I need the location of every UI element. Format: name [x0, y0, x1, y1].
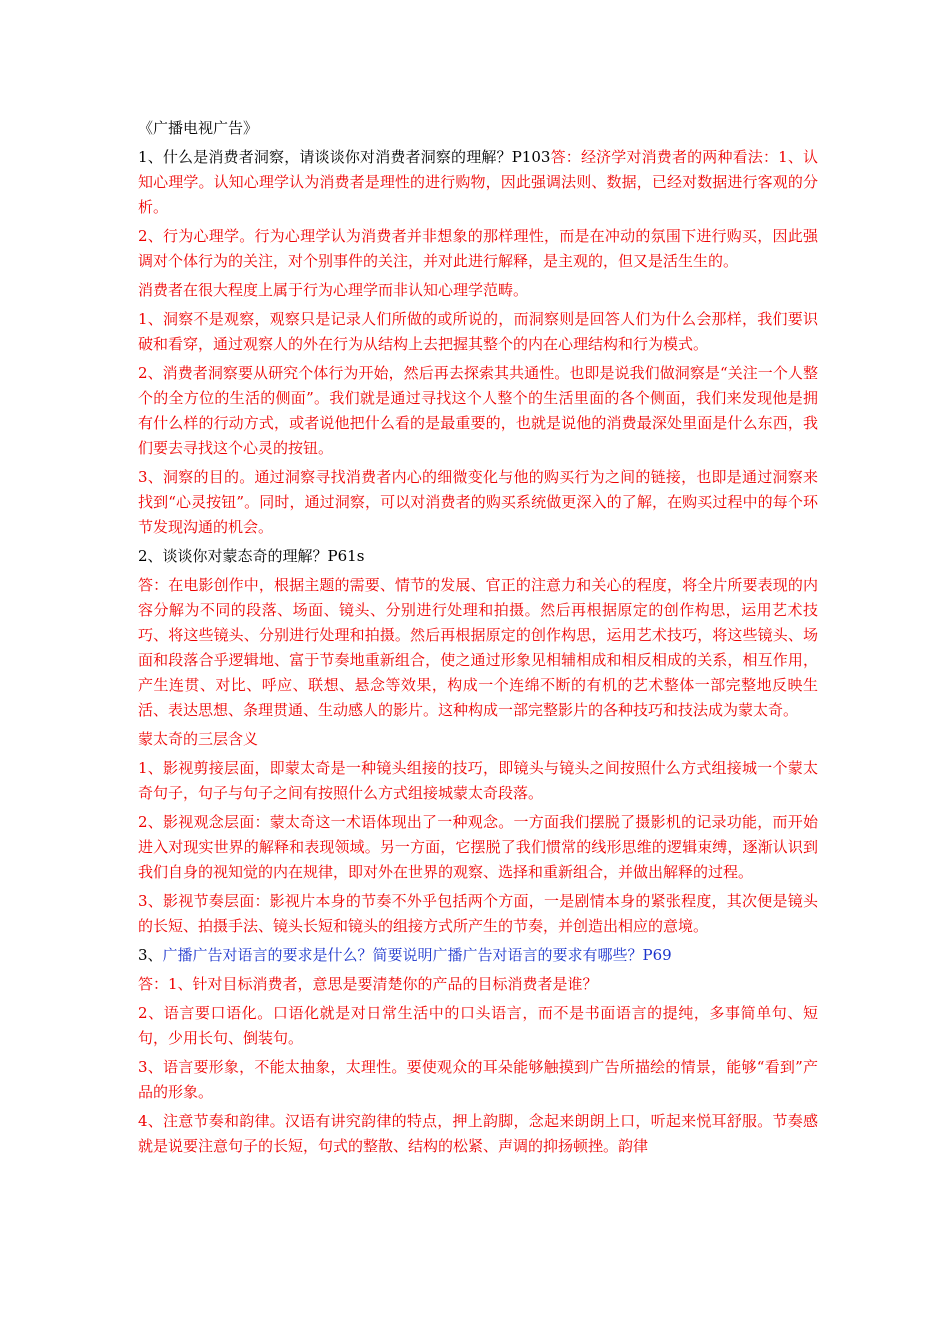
- q2-question: 2、谈谈你对蒙态奇的理解？P61s: [138, 547, 365, 565]
- q2-level-2: 2、影视观念层面：蒙太奇这一术语体现出了一种观念。一方面我们摆脱了摄影机的记录功能，而开始进入对现实世界的解释和表现领域。另一方面，它摆脱了我们惯常的线形思维的逻辑束缚，逐渐认识到我们自身的视知觉的内在规律，即对外在世界的观察、选择和重新组合，并做出解释的过程。: [138, 813, 818, 881]
- q3-block: [138, 943, 818, 968]
- q3-question: 广播广告对语言的要求是什么？简要说明广播广告对语言的要求有哪些？P69: [162, 946, 672, 964]
- document-title: 《广播电视广告》: [138, 119, 259, 137]
- q1-answer-lead: 答：经济学对消费者的两种看法：1、认知心理学。认知心理学认为消费者是理性的进行购物，因此强调法则、数据，已经对数据进行客观的分析。: [138, 148, 819, 216]
- q3-answer-3: 3、语言要形象，不能太抽象，太理性。要使观众的耳朵能够触摸到广告所描绘的情景，能够“看到”产品的形象。: [138, 1058, 818, 1101]
- q3-number: 3、: [138, 946, 163, 964]
- q2-level-1: 1、影视剪接层面，即蒙太奇是一种镜头组接的技巧，即镜头与镜头之间按照什么方式组接城一个蒙太奇句子，句子与句子之间有按照什么方式组接城蒙太奇段落。: [138, 759, 818, 802]
- q2-level-3: 3、影视节奏层面：影视片本身的节奏不外乎包括两个方面，一是剧情本身的紧张程度，其次便是镜头的长短、拍摄手法、镜头长短和镜头的组接方式所产生的节奏，并创造出相应的意境。: [138, 892, 818, 935]
- q3-answer-2: 2、语言要口语化。口语化就是对日常生活中的口头语言，而不是书面语言的提纯，多事简单句、短句，少用长句、倒装句。: [138, 1004, 818, 1047]
- q1-conclusion: 消费者在很大程度上属于行为心理学而非认知心理学范畴。: [138, 281, 529, 299]
- q1-question: 1、什么是消费者洞察，请谈谈你对消费者洞察的理解？P103: [138, 148, 551, 166]
- q2-three-levels-title: 蒙太奇的三层含义: [138, 730, 259, 748]
- q1-insight-1: 1、洞察不是观察，观察只是记录人们所做的或所说的，而洞察则是回答人们为什么会那样，我们要识破和看穿，通过观察人的外在行为从结构上去把握其整个的内在心理结构和行为模式。: [138, 310, 818, 353]
- q3-answer-1: 答：1、针对目标消费者，意思是要清楚你的产品的目标消费者是谁？: [138, 975, 598, 993]
- q1-insight-2: 2、消费者洞察要从研究个体行为开始，然后再去探索其共通性。也即是说我们做洞察是“关注一个人整个的全方位的生活的侧面”。我们就是通过寻找这个人整个的生活里面的各个侧面，我们来发现他是拥有什么样的行动方式，或者说他把什么看的是最重要的，也就是说他的消费最深处里面是什么东西，我们要去寻找这个心灵的按钮。: [138, 364, 818, 457]
- document-body: [138, 116, 818, 1163]
- q1-point-2: 2、行为心理学。行为心理学认为消费者并非想象的那样理性，而是在冲动的氛围下进行购买，因此强调对个体行为的关注，对个别事件的关注，并对此进行解释，是主观的，但又是活生生的。: [138, 227, 818, 270]
- q3-answer-4: 4、注意节奏和韵律。汉语有讲究韵律的特点，押上韵脚，念起来朗朗上口，听起来悦耳舒服。节奏感就是说要注意句子的长短，句式的整散、结构的松紧、声调的抑扬顿挫。韵律: [138, 1112, 818, 1155]
- q1-block: [138, 145, 818, 220]
- q2-answer: 答：在电影创作中，根据主题的需要、情节的发展、官正的注意力和关心的程度，将全片所要表现的内容分解为不同的段落、场面、镜头、分别进行处理和拍摄。然后再根据原定的创作构思，运用艺术技巧、将这些镜头、分别进行处理和拍摄。然后再根据原定的创作构思，运用艺术技巧，将这些镜头、场面和段落合乎逻辑地、富于节奏地重新组合，使之通过形象见相辅相成和相反相成的关系，相互作用，产生连贯、对比、呼应、联想、悬念等效果，构成一个连绵不断的有机的艺术整体一部完整地反映生活、表达思想、条理贯通、生动感人的影片。这种构成一部完整影片的各种技巧和技法成为蒙太奇。: [138, 576, 818, 719]
- q1-insight-3: 3、洞察的目的。通过洞察寻找消费者内心的细微变化与他的购买行为之间的链接，也即是通过洞察来找到“心灵按钮”。同时，通过洞察，可以对消费者的购买系统做更深入的了解，在购买过程中的每个环节发现沟通的机会。: [138, 468, 818, 536]
